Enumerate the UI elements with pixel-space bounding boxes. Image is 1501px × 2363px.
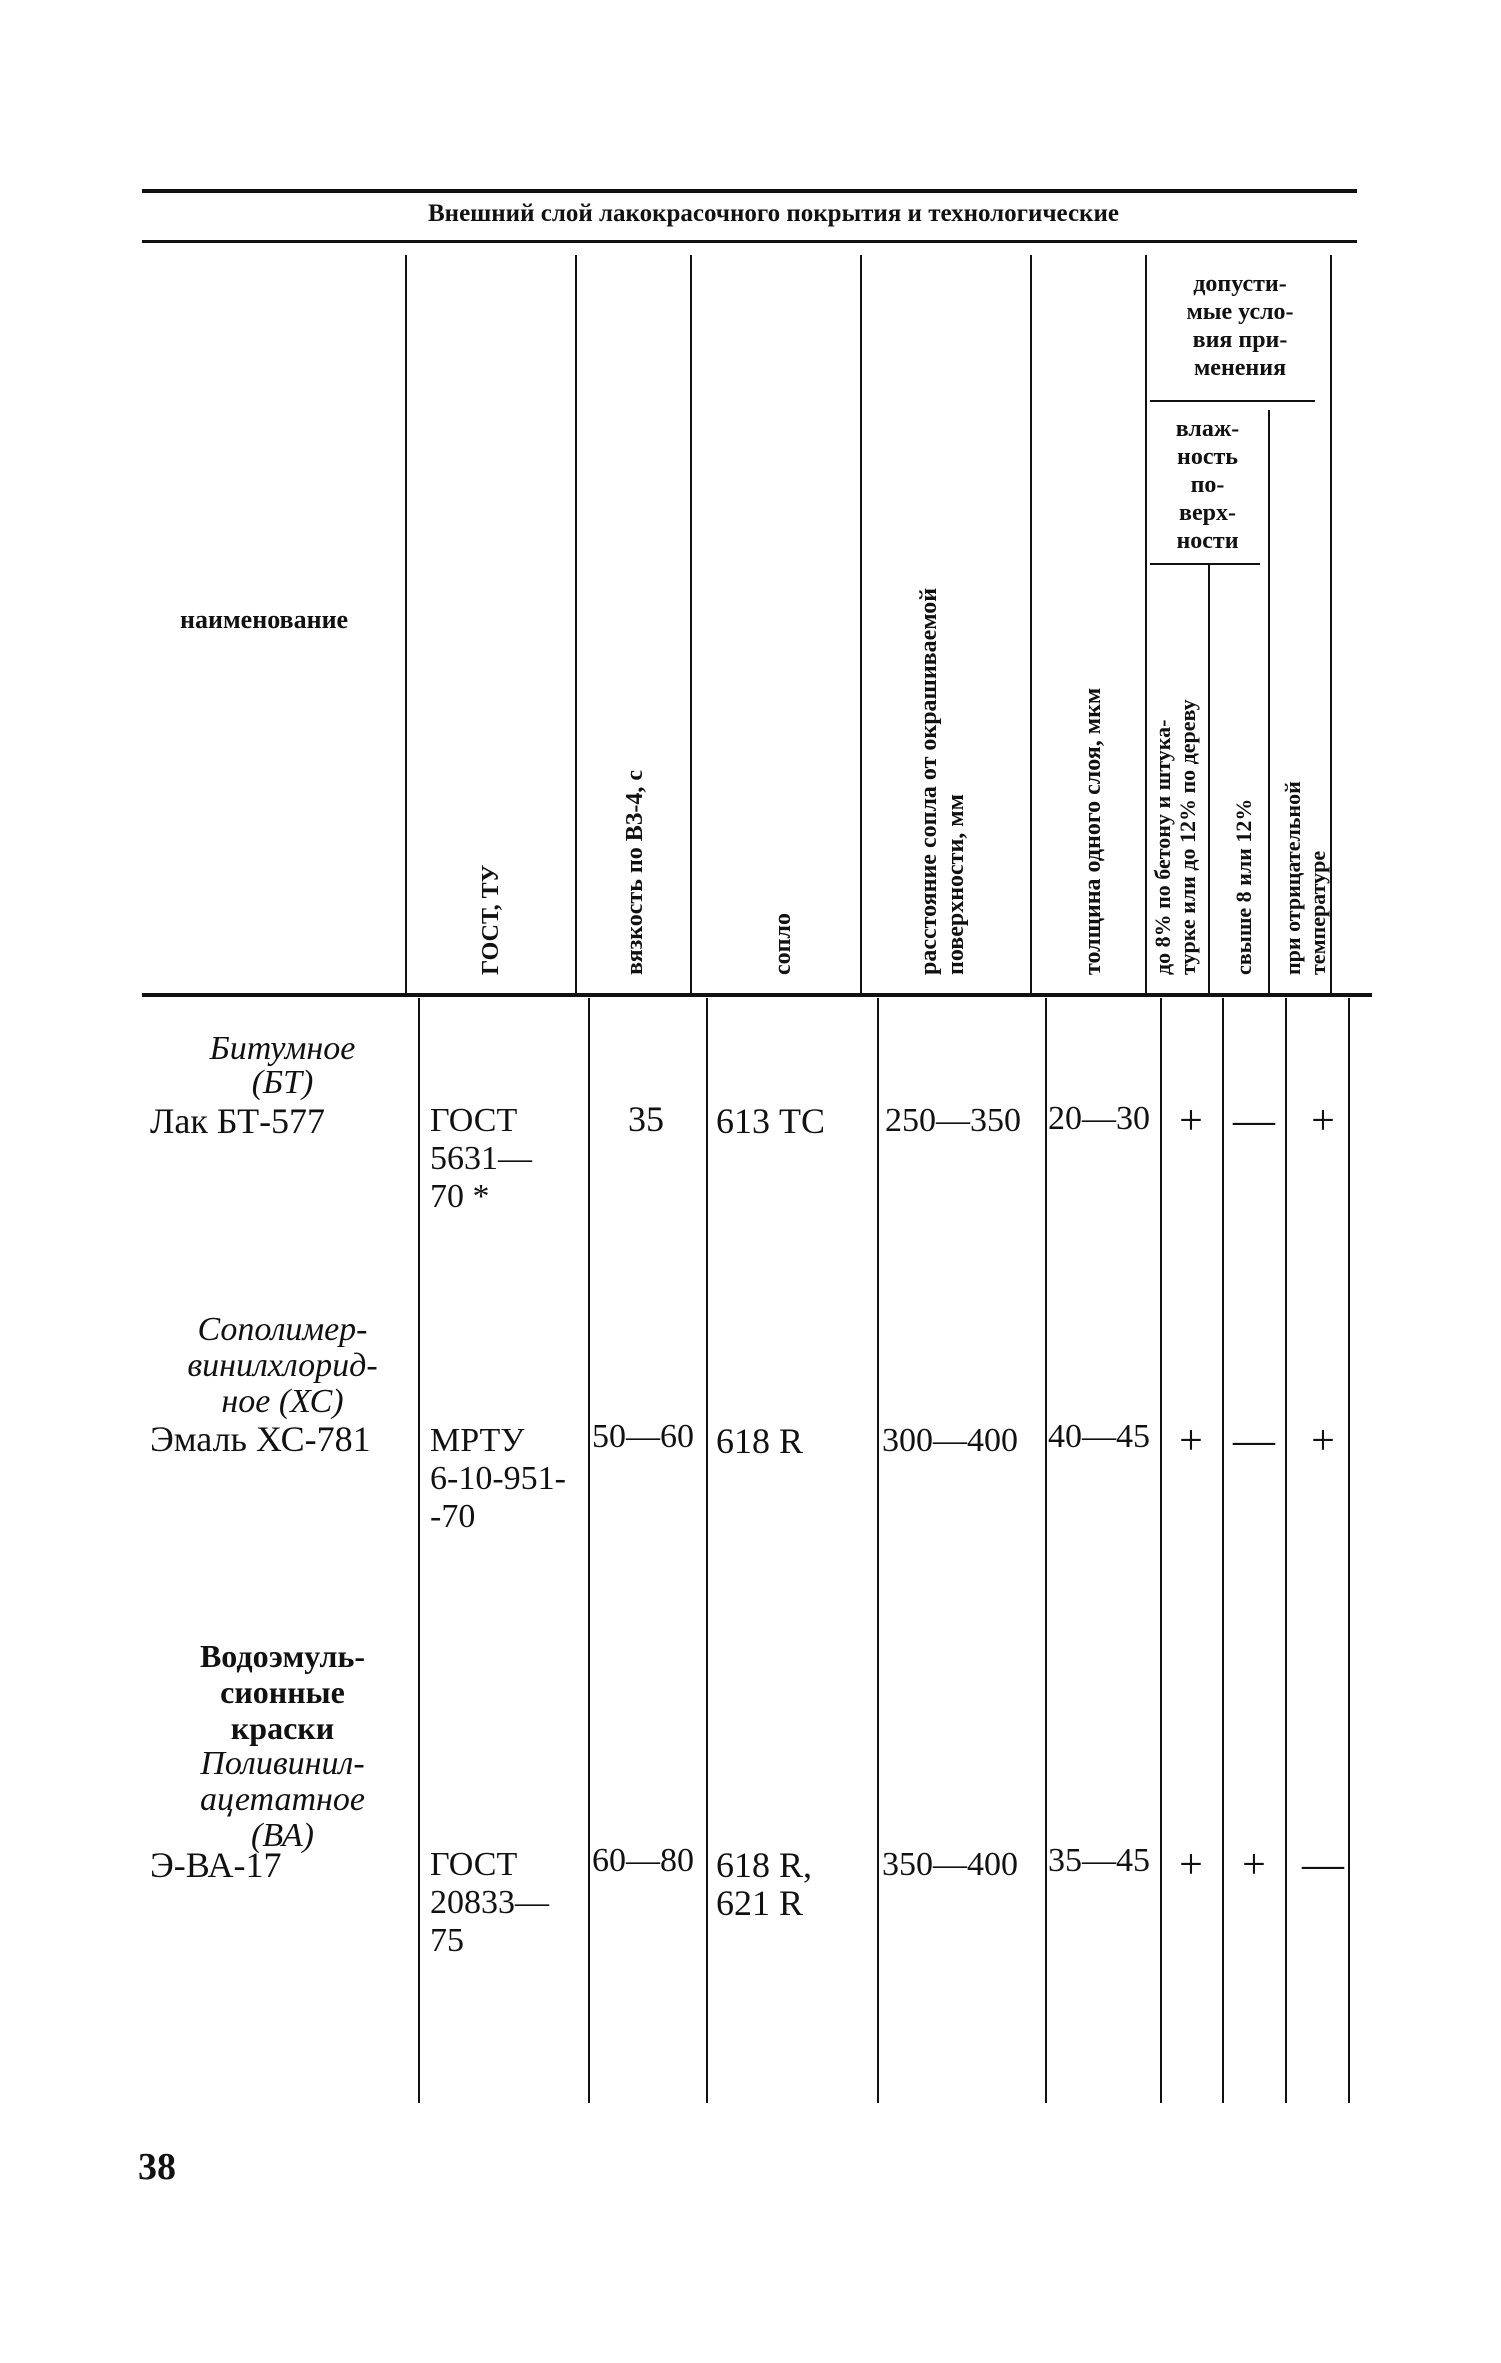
row-2-viscosity: 50—60 [592,1418,694,1455]
header-conditions: допусти- мые усло- вия при- менения [1186,271,1294,381]
header-name: наименование [180,605,349,634]
page-number: 38 [138,2146,176,2188]
row-3-thickness: 35—45 [1048,1842,1150,1879]
header-col-line-3 [690,255,692,995]
conditions-underline [1150,400,1315,402]
header-col-line-9 [1330,255,1332,995]
humidity-underline [1150,563,1260,565]
header-col-line-6 [1145,255,1147,995]
row-1-group: Битумное (БТ) [209,1030,356,1101]
row-1-humidity-low: + [1179,1098,1203,1144]
row-3-nozzle: 618 R, 621 R [716,1845,813,1923]
row-1-distance: 250—350 [885,1102,1021,1139]
body-col-line-3 [706,998,708,2103]
header-humidity: влаж- ность по- верх- ности [1175,416,1240,554]
header-viscosity: вязкость по ВЗ-4, с [622,769,648,975]
row-3-viscosity: 60—80 [592,1842,694,1879]
body-col-line-9 [1348,998,1350,2103]
row-1-negative-temp: + [1311,1098,1335,1144]
header-negative-temp-line1: при отрицательной [1280,781,1305,975]
header-humidity-low-line1: до 8% по бетону и штука- [1150,719,1175,975]
row-1-gost: ГОСТ 5631— 70 * [430,1102,532,1215]
row-1-name: Лак БТ-577 [150,1101,326,1141]
body-col-line-1 [418,998,420,2103]
row-1-viscosity: 35 [628,1099,664,1139]
row-2-humidity-low: + [1179,1418,1203,1464]
header-nozzle: сопло [770,913,796,975]
table-caption: Внешний слой лакокрасочного покрытия и технологические [428,200,1119,227]
row-3-group: Поливинил- ацетатное (ВА) [200,1745,365,1854]
row-2-distance: 300—400 [882,1422,1018,1459]
body-col-line-2 [588,998,590,2103]
body-col-line-6 [1160,998,1162,2103]
row-2-thickness: 40—45 [1048,1418,1150,1455]
header-col-line-5 [1030,255,1032,995]
body-col-line-8 [1285,998,1287,2103]
header-humidity-low-line2: турке или до 12% по дереву [1175,699,1200,975]
header-col-line-2 [575,255,577,995]
row-3-humidity-high: + [1242,1842,1266,1888]
header-gost: ГОСТ, ТУ [478,864,504,975]
header-bottom-rule [142,993,1372,997]
header-col-line-7 [1208,565,1210,995]
top-rule [142,189,1357,193]
header-distance-line2: поверхности, мм [943,794,969,975]
row-1-thickness: 20—30 [1048,1100,1150,1137]
header-thickness: толщина одного слоя, мкм [1080,687,1106,975]
row-2-name: Эмаль ХС-781 [150,1419,371,1459]
body-col-line-4 [877,998,879,2103]
row-2-gost: МРТУ 6-10-951- -70 [430,1422,566,1535]
body-col-line-7 [1222,998,1224,2103]
header-col-line-1 [405,255,407,995]
row-1-nozzle: 613 ТС [716,1101,826,1141]
row-3-gost: ГОСТ 20833— 75 [430,1846,549,1959]
caption-rule [142,240,1357,243]
header-humidity-high: свыше 8 или 12% [1231,798,1256,975]
header-negative-temp-line2: температуре [1305,850,1330,975]
row-2-humidity-high: — [1233,1418,1275,1464]
row-3-name: Э-ВА-17 [150,1845,282,1885]
row-3-humidity-low: + [1179,1842,1203,1888]
header-col-line-8 [1268,410,1270,995]
row-1-humidity-high: — [1233,1098,1275,1144]
row-2-group: Сополимер- винилхлорид- ное (ХС) [187,1311,378,1420]
body-col-line-5 [1045,998,1047,2103]
header-col-line-4 [860,255,862,995]
header-distance-line1: расстояние сопла от окрашиваемой [916,587,942,975]
row-2-negative-temp: + [1311,1418,1335,1464]
row-3-negative-temp: — [1302,1842,1344,1888]
row-2-nozzle: 618 R [716,1421,804,1461]
row-3-distance: 350—400 [882,1846,1018,1883]
row-3-group-bold: Водоэмуль- сионные краски [199,1638,366,1746]
